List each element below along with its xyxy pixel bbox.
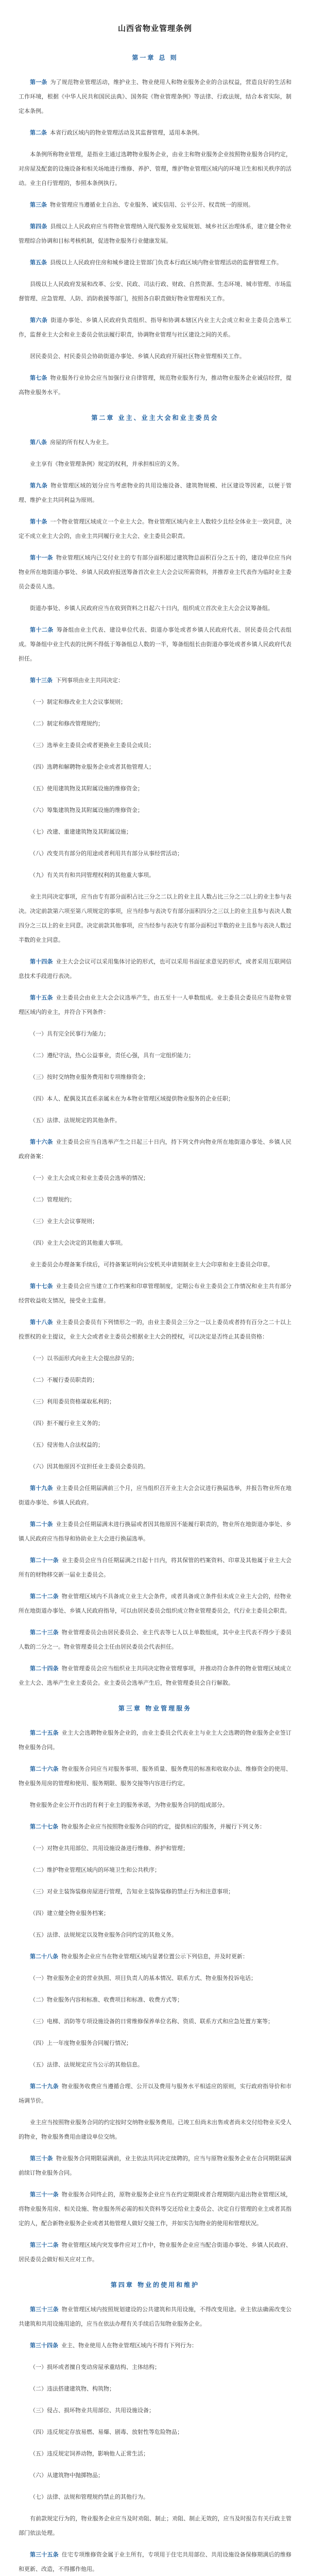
article-text: 有前款规定行为的，物业服务企业应当及时劝阻、制止；劝阻、制止无效的，应当及时报告有关行政主管部门依法处理。 [19, 2515, 291, 2536]
article-number: 第十五条 [30, 994, 53, 1001]
article-paragraph [19, 601, 291, 616]
list-item [19, 2447, 291, 2461]
article-paragraph [19, 2238, 291, 2267]
list-item [19, 1438, 291, 1452]
article-paragraph [19, 457, 291, 471]
list-item [19, 782, 291, 796]
list-item [19, 760, 291, 774]
list-item [19, 1113, 291, 1128]
article-number: 第二十九条 [30, 2083, 59, 2090]
list-item [19, 1048, 291, 1063]
list-item [19, 1993, 291, 2007]
article-text: 物业管理区域内按照规划建设的公共建筑和共用设施，不得改变用途。业主依法确需改变公共建筑和共用设施用途的，应当在依法办理有关手续后告知物业服务企业。 [19, 2306, 291, 2327]
article-text: 县级以上人民政府发展和改革、公安、民政、司法行政、财政、自然资源、生态环境、城市管理、市场监督管理、应急管理、人防、消防救援等部门，按照各自职责做好物业管理相关工作。 [19, 281, 291, 302]
list-item [19, 2468, 291, 2483]
list-item [19, 1351, 291, 1366]
chapter-heading: 第三章 物业管理服务 [118, 1705, 192, 1712]
article-number: 第十七条 [30, 1283, 53, 1290]
list-item [19, 1460, 291, 1474]
article-text: （二）维护物业管理区域内的环境卫生和公共秩序； [30, 1867, 160, 1873]
article-text: （二）物业服务内容和标准、收费项目和标准、收费方式等； [30, 1996, 183, 2003]
list-item [19, 717, 291, 731]
article-text: 街道办事处、乡镇人民政府负责组织、指导和协调本辖区内业主大会成立和业主委员会选举工作，监督业主大会和业主委员会依法履行职责，协调物业管理与社区建设之间的关系。 [19, 317, 292, 338]
list-item [19, 825, 291, 839]
article-paragraph [19, 1258, 291, 1272]
list-item [19, 2403, 291, 2418]
article-text: 县级以上人民政府应当将物业管理纳入现代服务业发展规划、城乡社区治理体系，建立健全物业管理综合协调和目标考核机制，促进物业服务行业健康发展。 [19, 223, 292, 244]
article-text: （四）上一年度物业服务合同履行情况； [30, 2040, 132, 2046]
article-paragraph [19, 2338, 291, 2353]
article-paragraph [19, 551, 291, 594]
article-paragraph [19, 1279, 291, 1308]
article-number: 第一条 [30, 79, 47, 86]
article-number: 第三十四条 [30, 2342, 58, 2349]
article-paragraph [19, 126, 291, 140]
article-paragraph [19, 1625, 291, 1654]
article-paragraph [19, 673, 291, 688]
article-text: （四）业主大会决定的其他重大事项。 [30, 1240, 126, 1246]
list-item [19, 868, 291, 883]
article-text: 筹备组由业主代表、建设单位代表、街道办事处或者乡镇人民政府代表、居民委员会代表组成。筹备组中业主代表的比例不得低于筹备组总人数的一半，筹备组组长由街道办事处或者乡镇人民政府代表担任。 [19, 626, 292, 662]
article-text: （一）损坏或者擅自变动房屋承重结构、主体结构； [30, 2364, 160, 2370]
list-item [19, 1214, 291, 1229]
article-text: 物业服务行业协会应当加强行业自律管理，规范物业服务行为，推动物业服务企业诚信经营，提高物业服务水平。 [19, 375, 292, 396]
article-text: 物业服务合同终止的，原物业服务企业应当在约定期限或者合理期限内退出物业管理区域，将物业服务用房、相关设施、物业服务所必需的相关资料等交还给业主委员会、决定自行管理的业主或者其指定的人，配合新物业服务企业或者其他管理人做好交接工作，并如实告知物业的使用和管理状况。 [19, 2191, 291, 2227]
article-text: （五）法律、法规规定应当公示的其他信息。 [30, 2061, 143, 2068]
article-text: （九）有关共有和共同管理权利的其他重大事项。 [30, 872, 154, 878]
article-text: 物业服务企业应当按照物业服务合同的约定，提供相应的服务，并履行下列义务： [61, 1823, 265, 1830]
article-number: 第二十七条 [30, 1823, 58, 1830]
article-number: 第十六条 [30, 1139, 53, 1145]
article-text: 下列事项由业主共同决定： [56, 677, 124, 684]
list-item [19, 1236, 291, 1250]
list-item [19, 846, 291, 861]
article-number: 第三十一条 [30, 2191, 59, 2198]
article-paragraph [19, 2115, 291, 2144]
article-number: 第十二条 [30, 626, 54, 633]
article-text: （六）从建筑物中抛掷物品； [30, 2472, 104, 2479]
list-item [19, 1092, 291, 1106]
list-item [19, 1070, 291, 1084]
article-text: 业主享有《物业管理条例》规定的权利，并承担相应的义务。 [30, 461, 183, 467]
list-item [19, 2490, 291, 2504]
article-text: （六）因其他原因不宜担任业主委员会委员的。 [30, 1463, 149, 1470]
document-title: 山西省物业管理条例 [117, 24, 192, 33]
article-text: （五）法律、法规规定以及物业服务合同约定的其他义务。 [30, 1931, 177, 1938]
article-paragraph [19, 1481, 291, 1510]
article-text: （三）侵占、损坏物业共用部位、共用设施设备； [30, 2407, 154, 2414]
article-paragraph [19, 623, 291, 666]
article-number: 第二十八条 [30, 1953, 58, 1960]
article-text: 业主委员会应当自任期届满之日起十日内，将其保管的档案资料、印章及其他属于业主大会所有的财物移交新一届业主委员会。 [19, 1557, 291, 1578]
article-text: 一个物业管理区域成立一个业主大会。物业管理区域内业主人数较少且经全体业主一致同意，决定不成立业主大会的，由业主共同履行业主大会、业主委员会职责。 [19, 518, 292, 539]
chapter-heading: 第二章 业主、业主大会和业主委员会 [91, 414, 219, 421]
article-text: （六）筹集建筑物及其附属设施的维修资金； [30, 807, 143, 814]
list-item [19, 803, 291, 818]
list-item [19, 1373, 291, 1387]
article-text: 业主委员会应当建立工作档案和印章管理制度，定期公布业主委员会工作情况和业主共有部分经营收益收支情况，接受业主监督。 [19, 1283, 292, 1304]
article-text: 本省行政区域内的物业管理活动及其监督管理，适用本条例。 [50, 129, 203, 136]
article-number: 第七条 [30, 375, 47, 381]
article-text: （三）选举业主委员会或者更换业主委员会成员； [30, 742, 154, 749]
article-text: 业主委员会任期届满前三个月，应当组织召开业主大会会议进行换届选举，并报告物业所在地街道办事处、乡镇人民政府。 [19, 1485, 292, 1506]
article-text: 物业服务合同期限届满前，业主依法共同决定续聘的，应当与原物业服务企业在合同期限届满前续订物业服务合同。 [19, 2155, 292, 2176]
article-text: （四）建立健全物业服务档案； [30, 1910, 109, 1917]
list-item [19, 1841, 291, 1856]
article-text: （四）拒不履行业主义务的； [30, 1420, 104, 1427]
list-item [19, 1027, 291, 1041]
article-number: 第二十三条 [30, 1629, 59, 1636]
article-text: （二）违法搭建建筑物、构筑物； [30, 2385, 115, 2392]
article-text: 业主大会会议可以采用集体讨论的形式，也可以采用书面征求意见的形式，或者采用互联网信息技术手段进行表决。 [19, 958, 292, 979]
article-text: 居民委员会、村民委员会协助街道办事处、乡镇人民政府开展社区物业管理相关工作。 [30, 353, 245, 360]
article-paragraph [19, 435, 291, 450]
article-paragraph [19, 2548, 291, 2576]
article-text: （二）管理规约； [30, 1196, 75, 1203]
article-text: 物业管理委员会由居民委员会、业主代表等七人以上单数组成，其中业主代表不得少于委员人数的二分之一。物业管理委员会主任由居民委员会代表担任。 [19, 1629, 291, 1650]
article-paragraph [19, 2188, 291, 2231]
article-number: 第三十二条 [30, 2242, 59, 2248]
article-text: （三）电梯、消防等专项设施设备的日常维修保养单位名称、资质、联系方式和应急处置方案等； [30, 2018, 273, 2025]
article-paragraph [19, 515, 291, 544]
list-item [19, 1171, 291, 1185]
article-text: 物业管理区域内不具备成立业主大会条件，或者具备成立条件但未成立业主大会的，经物业所在地街道办事处、乡镇人民政府指导，可以由居民委员会组织成立物业管理委员会，代行业主委员会职责。 [19, 1593, 291, 1614]
article-paragraph [19, 1950, 291, 1964]
article-text: （一）物业服务企业的营业执照、项目负责人的基本情况、联系方式、物业服务投诉电话； [30, 1975, 256, 1981]
article-paragraph [19, 2079, 291, 2108]
article-text: （三）利用委员资格谋取私利的； [30, 1398, 115, 1405]
article-number: 第三条 [30, 201, 47, 208]
article-text: 物业管理区域的划分应当考虑物业的共用设施设备、建筑物规模、社区建设等因素，以便于管理、维护业主共同利益为原则。 [19, 482, 292, 503]
article-text: 业主委员会由业主大会会议选举产生，由五至十一人单数组成。业主委员会委员应当是物业管理区域内的业主，并符合下列条件： [19, 994, 292, 1015]
article-paragraph [19, 371, 291, 400]
list-item [19, 1863, 291, 1877]
list-item [19, 1395, 291, 1409]
article-text: 物业管理区域内已交付业主的专有部分面积超过建筑物总面积百分之五十的，建设单位应当向物业所在地街道办事处、乡镇人民政府报送筹备首次业主大会会议所需资料，并推荐业主代表作为临时业主委员会委员人选。 [19, 554, 292, 590]
article-paragraph [19, 1726, 291, 1755]
list-item [19, 1971, 291, 1986]
article-number: 第二十六条 [30, 1766, 59, 1772]
article-paragraph [19, 2512, 291, 2540]
article-number: 第二十二条 [30, 1593, 59, 1600]
chapter-heading: 第一章 总 则 [132, 54, 178, 61]
article-number: 第十四条 [30, 958, 53, 965]
article-number: 第二十条 [30, 1521, 53, 1528]
article-number: 第十条 [30, 518, 47, 525]
article-text: 住宅专项维修资金属于业主所有，专项用于住宅共用部位、共用设施设备保修期满后的维修和更新、改造，不得挪作他用。 [19, 2551, 291, 2572]
list-item [19, 2425, 291, 2439]
article-text: 为了规范物业管理活动，维护业主、物业使用人和物业服务企业的合法权益，营造良好的生活和工作环境，根据《中华人民共和国民法典》、国务院《物业管理条例》等法律、行政法规，结合本省实际，制定本条例。 [19, 79, 292, 114]
article-number: 第十一条 [30, 554, 53, 561]
article-text: 业主、物业使用人在物业管理区域内不得有下列行为： [61, 2342, 197, 2349]
article-text: （五）法律、法规规定的其他条件。 [30, 1117, 120, 1124]
article-number: 第三十五条 [30, 2551, 59, 2558]
article-paragraph [19, 2302, 291, 2331]
article-paragraph [19, 75, 291, 118]
list-item [19, 1193, 291, 1207]
chapter-heading: 第四章 物业的使用和维护 [110, 2281, 200, 2289]
article-number: 第二十五条 [30, 1730, 59, 1736]
article-paragraph [19, 198, 291, 212]
article-number: 第三十条 [30, 2155, 53, 2162]
article-paragraph [19, 256, 291, 270]
article-text: 物业管理区域内突发事件应对工作中，物业服务企业应当配合街道办事处、乡镇人民政府、居民委员会做好相关应对工作。 [19, 2242, 291, 2263]
article-number: 第十三条 [30, 677, 53, 684]
article-text: 业主委员会任期届满未进行换届或者因其他原因不能履行职责的，物业所在地街道办事处、乡镇人民政府应当指导和协助业主大会进行换届选举。 [19, 1521, 292, 1542]
article-text: （一）以书面形式向业主大会提出辞呈的； [30, 1355, 137, 1362]
article-paragraph [19, 277, 291, 306]
article-paragraph [19, 1135, 291, 1164]
article-text: 业主委员会委员有下列情形之一的，由业主委员会三分之一以上委员或者持有百分之二十以上投票权的业主提议，业主大会或者业主委员会根据业主大会的授权，可以决定是否终止其委员资格： [19, 1319, 292, 1340]
article-text: （二）遵纪守法，热心公益事业，责任心强，具有一定组织能力； [30, 1052, 194, 1059]
article-text: 业主应当按照物业服务合同的约定按时交纳物业服务费用。已竣工但尚未出售或者尚未交付给物业买受人的物业，物业服务费用由建设单位交纳。 [19, 2119, 291, 2140]
article-text: （四）本人、配偶及其直系亲属未在为本物业管理区域提供物业服务的企业任职； [30, 1095, 234, 1102]
list-item [19, 738, 291, 753]
document-page [19, 0, 291, 2576]
list-item [19, 2382, 291, 2396]
article-text: （三）按时交纳物业服务费用和专项维修资金； [30, 1074, 149, 1080]
article-number: 第三十三条 [30, 2306, 59, 2313]
article-number: 第五条 [30, 259, 47, 266]
article-text: 县级以上人民政府住房和城乡建设主管部门负责本行政区域内物业管理活动的监督管理工作。 [50, 259, 282, 266]
article-text: （三）对业主装饰装修房屋进行管理，告知业主装饰装修的禁止行为和注意事项； [30, 1888, 234, 1895]
article-text: （七）法律、法规和管理规约禁止的其他行为。 [30, 2494, 149, 2500]
article-text: 业主委员会应当自选举产生之日起三十日内，持下列文件向物业所在地街道办事处、乡镇人民政府备案： [19, 1139, 292, 1160]
article-number: 第十八条 [30, 1319, 53, 1326]
list-item [19, 1416, 291, 1431]
article-paragraph [19, 219, 291, 248]
article-paragraph [19, 1315, 291, 1344]
article-number: 第六条 [30, 317, 48, 324]
article-text: （七）改建、重建建筑物及其附属设施； [30, 828, 132, 835]
article-paragraph [19, 991, 291, 1020]
article-text: 房屋的所有权人为业主。 [50, 439, 112, 446]
article-text: 物业服务企业应当在物业管理区域内显著位置公示下列信息，并及时更新： [61, 1953, 248, 1960]
article-paragraph [19, 1553, 291, 1582]
article-text: （一）业主大会成立和业主委员会选举的情况； [30, 1175, 149, 1181]
article-paragraph [19, 479, 291, 507]
article-paragraph [19, 1798, 291, 1812]
article-number: 第二十四条 [30, 1665, 59, 1672]
article-text: （五）使用建筑物及其附属设施的维修资金； [30, 785, 143, 792]
article-text: （一）制定和修改业主大会议事规则； [30, 699, 126, 705]
article-paragraph [19, 1517, 291, 1546]
article-paragraph [19, 2151, 291, 2180]
list-item [19, 695, 291, 709]
article-text: （五）违反规定饲养动物，影响他人正常生活； [30, 2450, 149, 2457]
article-text: （一）具有完全民事行为能力； [30, 1030, 109, 1037]
article-text: （二）制定和修改管理规约； [30, 720, 104, 727]
article-text: 物业管理应当遵循业主自治、专业服务、诚实信用、公平公开、权责统一的原则。 [50, 201, 254, 208]
article-text: 业主大会选聘物业服务企业的，由业主委员会代表业主与业主大会选聘的物业服务企业签订物业服务合同。 [19, 1730, 291, 1751]
article-paragraph [19, 1820, 291, 1834]
list-item [19, 1885, 291, 1899]
article-paragraph [19, 147, 291, 191]
article-paragraph [19, 1662, 291, 1690]
article-paragraph [19, 1589, 291, 1618]
document-body [19, 53, 291, 2576]
article-text: 本条例所称物业管理，是指业主通过选聘物业服务企业，由业主和物业服务企业按照物业服务合同约定，对房屋及配套的设施设备和相关场地进行维修、养护、管理，维护物业管理区域内的环境卫生和相关秩序的活动。业主自行管理的，参照本条例执行。 [19, 151, 291, 187]
article-number: 第十九条 [30, 1485, 53, 1492]
article-paragraph [19, 313, 291, 342]
article-paragraph [19, 955, 291, 984]
article-text: 物业服务合同应当对服务事项、服务质量、服务费用的标准和收取办法、维修资金的使用、物业服务用房的管理和使用、服务期限、服务交接等内容进行约定。 [19, 1766, 291, 1787]
article-text: （四）选聘和解聘物业服务企业或者其他管理人； [30, 764, 154, 770]
article-text: 物业服务企业公开作出的有利于业主的服务承诺，为物业服务合同的组成部分。 [30, 1802, 228, 1808]
article-paragraph [19, 349, 291, 364]
article-text: （八）改变共有部分的用途或者利用共有部分从事经营活动； [30, 850, 183, 857]
article-paragraph [19, 890, 291, 947]
article-number: 第九条 [30, 482, 48, 489]
article-text: 街道办事处、乡镇人民政府应当在收到资料之日起六十日内，组织成立首次业主大会会议筹备组。 [30, 605, 273, 612]
article-text: （三）业主大会议事规则； [30, 1218, 98, 1225]
list-item [19, 2036, 291, 2050]
list-item [19, 2014, 291, 2029]
article-text: 物业管理委员会应当组织业主共同决定物业管理事项，并推动符合条件的物业管理区域成立业主大会、选举产生业主委员会。业主委员会选举产生后，物业管理委员会自行解散。 [19, 1665, 291, 1686]
article-number: 第四条 [30, 223, 47, 230]
article-text: （四）违反规定存放易燃、易爆、剧毒、放射性等危险物品； [30, 2429, 183, 2435]
article-number: 第二十一条 [30, 1557, 59, 1564]
article-text: （二）不履行委员职责的； [30, 1377, 98, 1383]
list-item [19, 1906, 291, 1921]
article-paragraph [19, 1762, 291, 1791]
list-item [19, 2360, 291, 2375]
list-item [19, 2058, 291, 2072]
article-number: 第二条 [30, 129, 47, 136]
article-text: 业主共同决定事项，应当由专有部分面积占比三分之二以上的业主且人数占比三分之二以上的业主参与表决。决定前款第六项至第八项规定的事项，应当经参与表决专有部分面积四分之三以上的业主且参与表决人数四分之三以上的业主同意。决定前款其他事项，应当经参与表决专有部分面积过半数的业主且参与表决人数过半数的业主同意。 [19, 893, 291, 943]
article-text: 业主委员会办理备案手续后，可持备案证明向公安机关申请刻制业主大会印章和业主委员会印章。 [30, 1261, 273, 1268]
list-item [19, 1928, 291, 1942]
article-text: 物业服务收费应当遵循合理、公开以及费用与服务水平相适应的原则，实行政府指导价和市场调节价。 [19, 2083, 291, 2104]
article-number: 第八条 [30, 439, 47, 446]
article-text: （一）对物业共用部位、共用设施设备进行维修、养护和管理； [30, 1845, 188, 1852]
article-text: （五）侵害他人合法权益的； [30, 1442, 104, 1448]
